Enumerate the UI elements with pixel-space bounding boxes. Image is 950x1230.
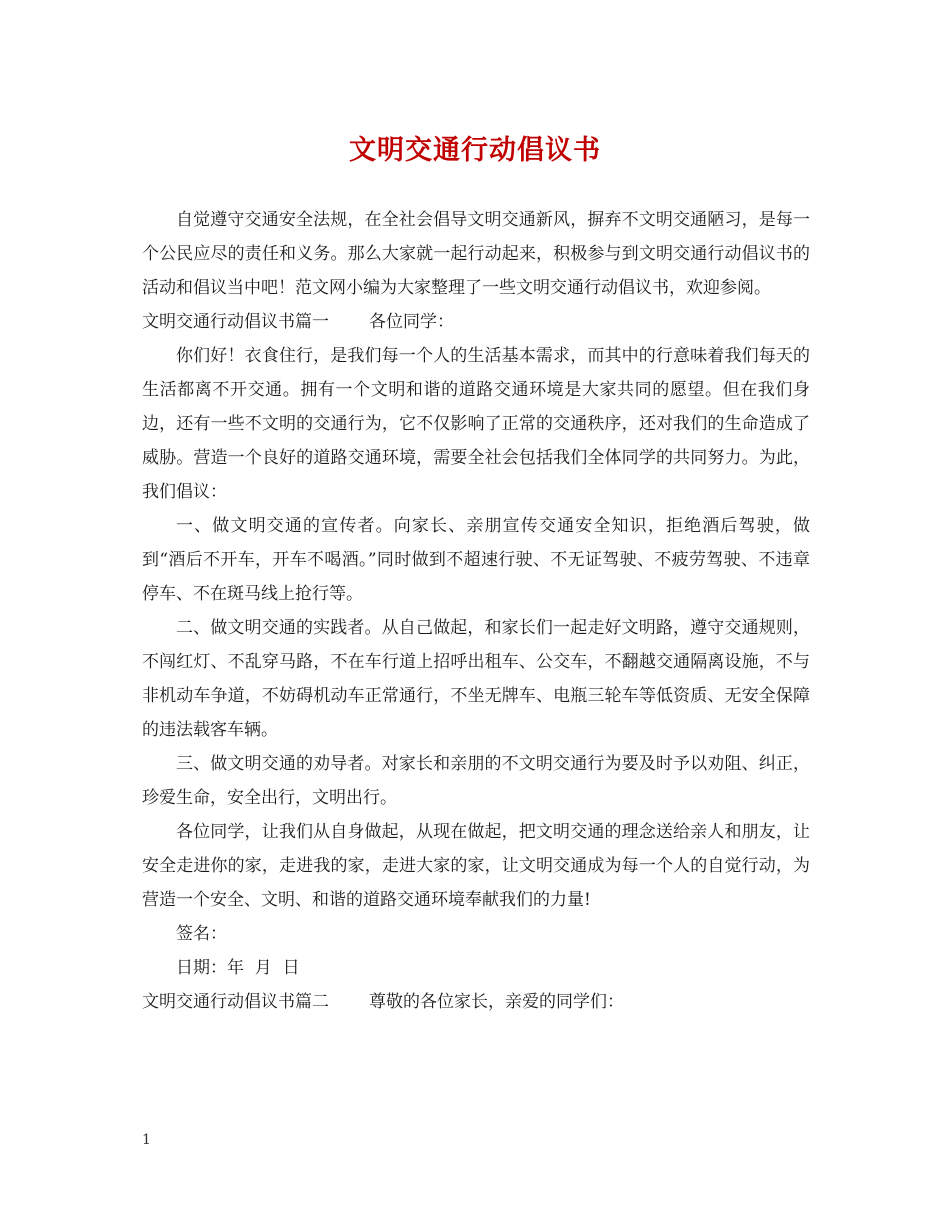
closing-paragraph: 各位同学，让我们从自身做起，从现在做起，把文明交通的理念送给亲人和朋友，让安全走进你的家，走进我的家，走进大家的家，让文明交通成为每一个人的自觉行动，为营造一个安全、文明、和谐的道路交通环境奉献我们的力量! [142, 822, 810, 910]
section-2-greeting: 尊敬的各位家长，亲爱的同学们： [369, 992, 624, 1012]
intro-paragraph: 自觉遵守交通安全法规，在全社会倡导文明交通新风，摒弃不文明交通陋习，是每一个公民应尽的责任和义务。那么大家就一起行动起来，积极参与到文明交通行动倡议书的活动和倡议当中吧！范文网小编为大家整理了一些文明交通行动倡议书，欢迎参阅。 [142, 210, 810, 298]
proposal-1-paragraph: 一、做文明交通的宣传者。向家长、亲朋宣传交通安全知识，拒绝酒后驾驶，做到“酒后不开车，开车不喝酒。”同时做到不超速行驶、不无证驾驶、不疲劳驾驶、不违章停车、不在斑马线上抢行等。 [142, 516, 810, 604]
document-title: 文明交通行动倡议书 [349, 135, 601, 166]
section-2-heading: 文明交通行动倡议书篇二 [142, 992, 329, 1012]
signature-line: 签名： [176, 924, 227, 944]
greeting-paragraph: 你们好！衣食住行，是我们每一个人的生活基本需求，而其中的行意味着我们每天的生活都离不开交通。拥有一个文明和谐的道路交通环境是大家共同的愿望。但在我们身边，还有一些不文明的交通行为，它不仅影响了正常的交通秩序，还对我们的生命造成了威胁。营造一个良好的道路交通环境，需要全社会包括我们全体同学的共同努力。为此，我们倡议： [142, 346, 810, 502]
section-2-heading-line [142, 985, 810, 1019]
proposal-2-paragraph: 二、做文明交通的实践者。从自己做起，和家长们一起走好文明路，遵守交通规则，不闯红灯、不乱穿马路，不在车行道上招呼出租车、公交车，不翻越交通隔离设施，不与非机动车争道，不妨碍机动车正常通行，不坐无牌车、电瓶三轮车等低资质、无安全保障的违法载客车辆。 [142, 618, 810, 740]
document-body [142, 203, 810, 1019]
date-line: 日期：年 月 日 [176, 958, 300, 978]
proposal-3-paragraph: 三、做文明交通的劝导者。对家长和亲朋的不文明交通行为要及时予以劝阻、纠正，珍爱生命，安全出行，文明出行。 [142, 754, 810, 808]
page-number: 1 [142, 1132, 151, 1148]
section-1-greeting: 各位同学： [369, 312, 454, 332]
section-1-heading-line [142, 305, 810, 339]
section-1-heading: 文明交通行动倡议书篇一 [142, 312, 329, 332]
